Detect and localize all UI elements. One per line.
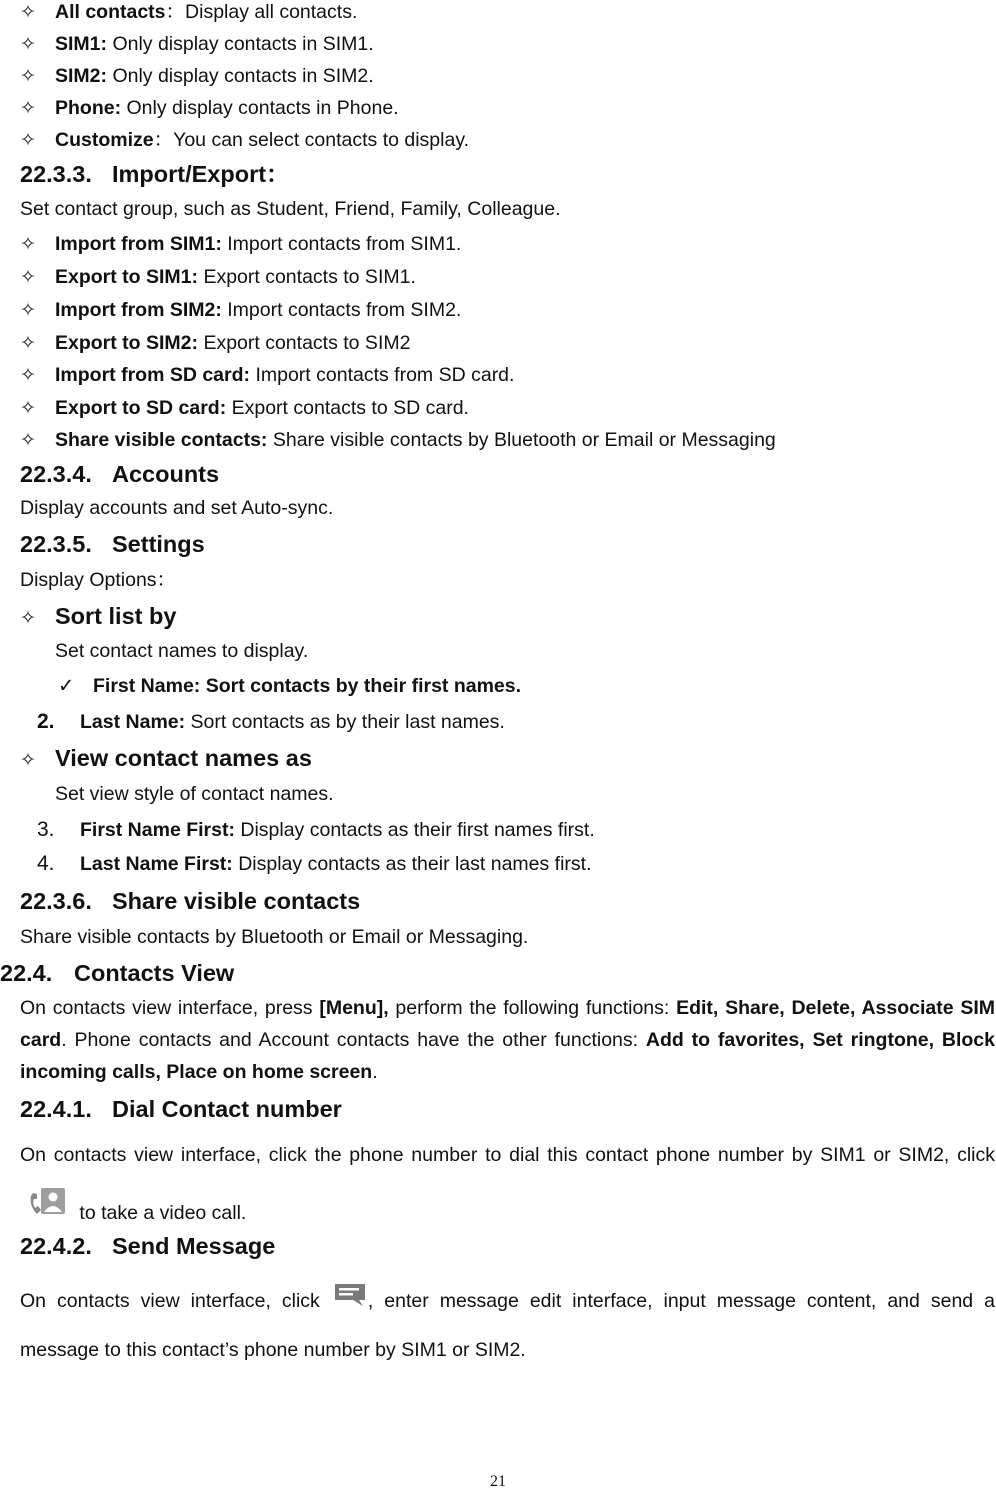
item-label: Customize xyxy=(55,129,154,151)
item-label: All contacts xyxy=(55,1,166,23)
diamond-bullet-icon: ✧ xyxy=(20,364,36,386)
diamond-bullet-icon: ✧ xyxy=(20,749,36,771)
diamond-bullet-icon: ✧ xyxy=(20,397,36,419)
diamond-bullet-icon: ✧ xyxy=(20,332,36,354)
item-label: SIM2: xyxy=(55,65,108,87)
diamond-bullet-icon: ✧ xyxy=(20,65,36,87)
item-label: SIM1: xyxy=(55,33,108,55)
diamond-bullet-icon: ✧ xyxy=(20,1,36,23)
diamond-bullet-icon: ✧ xyxy=(20,233,36,255)
item-text: Only display contacts in SIM1. xyxy=(112,33,374,55)
contacts-view-paragraph: On contacts view interface, press [Menu], perform the following functions: Edit, Share, Delete, Associate SIM card. Phone contacts and Account contacts have the other functions: Add to favorites, Set ringtone, Block incoming calls, Place on home screen. xyxy=(20,997,995,1083)
diamond-bullet-icon: ✧ xyxy=(20,299,36,321)
checkmark-icon: ✓ xyxy=(58,675,75,697)
diamond-bullet-icon: ✧ xyxy=(20,97,36,119)
item-text: You can select contacts to display. xyxy=(173,129,470,151)
item-text: Only display contacts in Phone. xyxy=(126,97,399,119)
section-text: Share visible contacts by Bluetooth or Email or Messaging. xyxy=(20,926,529,948)
section-text: Display accounts and set Auto-sync. xyxy=(20,497,334,519)
diamond-bullet-icon: ✧ xyxy=(20,33,36,55)
item-text: Display all contacts. xyxy=(185,1,358,23)
diamond-bullet-icon: ✧ xyxy=(20,129,36,151)
section-text: Display Options： xyxy=(20,569,177,591)
section-intro: Set contact group, such as Student, Friend, Family, Colleague. xyxy=(20,198,561,220)
message-icon xyxy=(333,1278,367,1326)
page-number: 21 xyxy=(490,1473,506,1490)
send-message-paragraph: On contacts view interface, click , enter message edit interface, input message content, and send a message to this contact’s phone number by SIM1 or SIM2. xyxy=(20,1277,995,1374)
dial-paragraph: On contacts view interface, click the phone number to dial this contact phone number by SIM1 or SIM2, click to take a video call. xyxy=(20,1126,995,1243)
diamond-bullet-icon: ✧ xyxy=(20,607,36,629)
item-text: Only display contacts in SIM2. xyxy=(112,65,374,87)
item-label: Phone: xyxy=(55,97,122,119)
diamond-bullet-icon: ✧ xyxy=(20,266,36,288)
diamond-bullet-icon: ✧ xyxy=(20,429,36,451)
